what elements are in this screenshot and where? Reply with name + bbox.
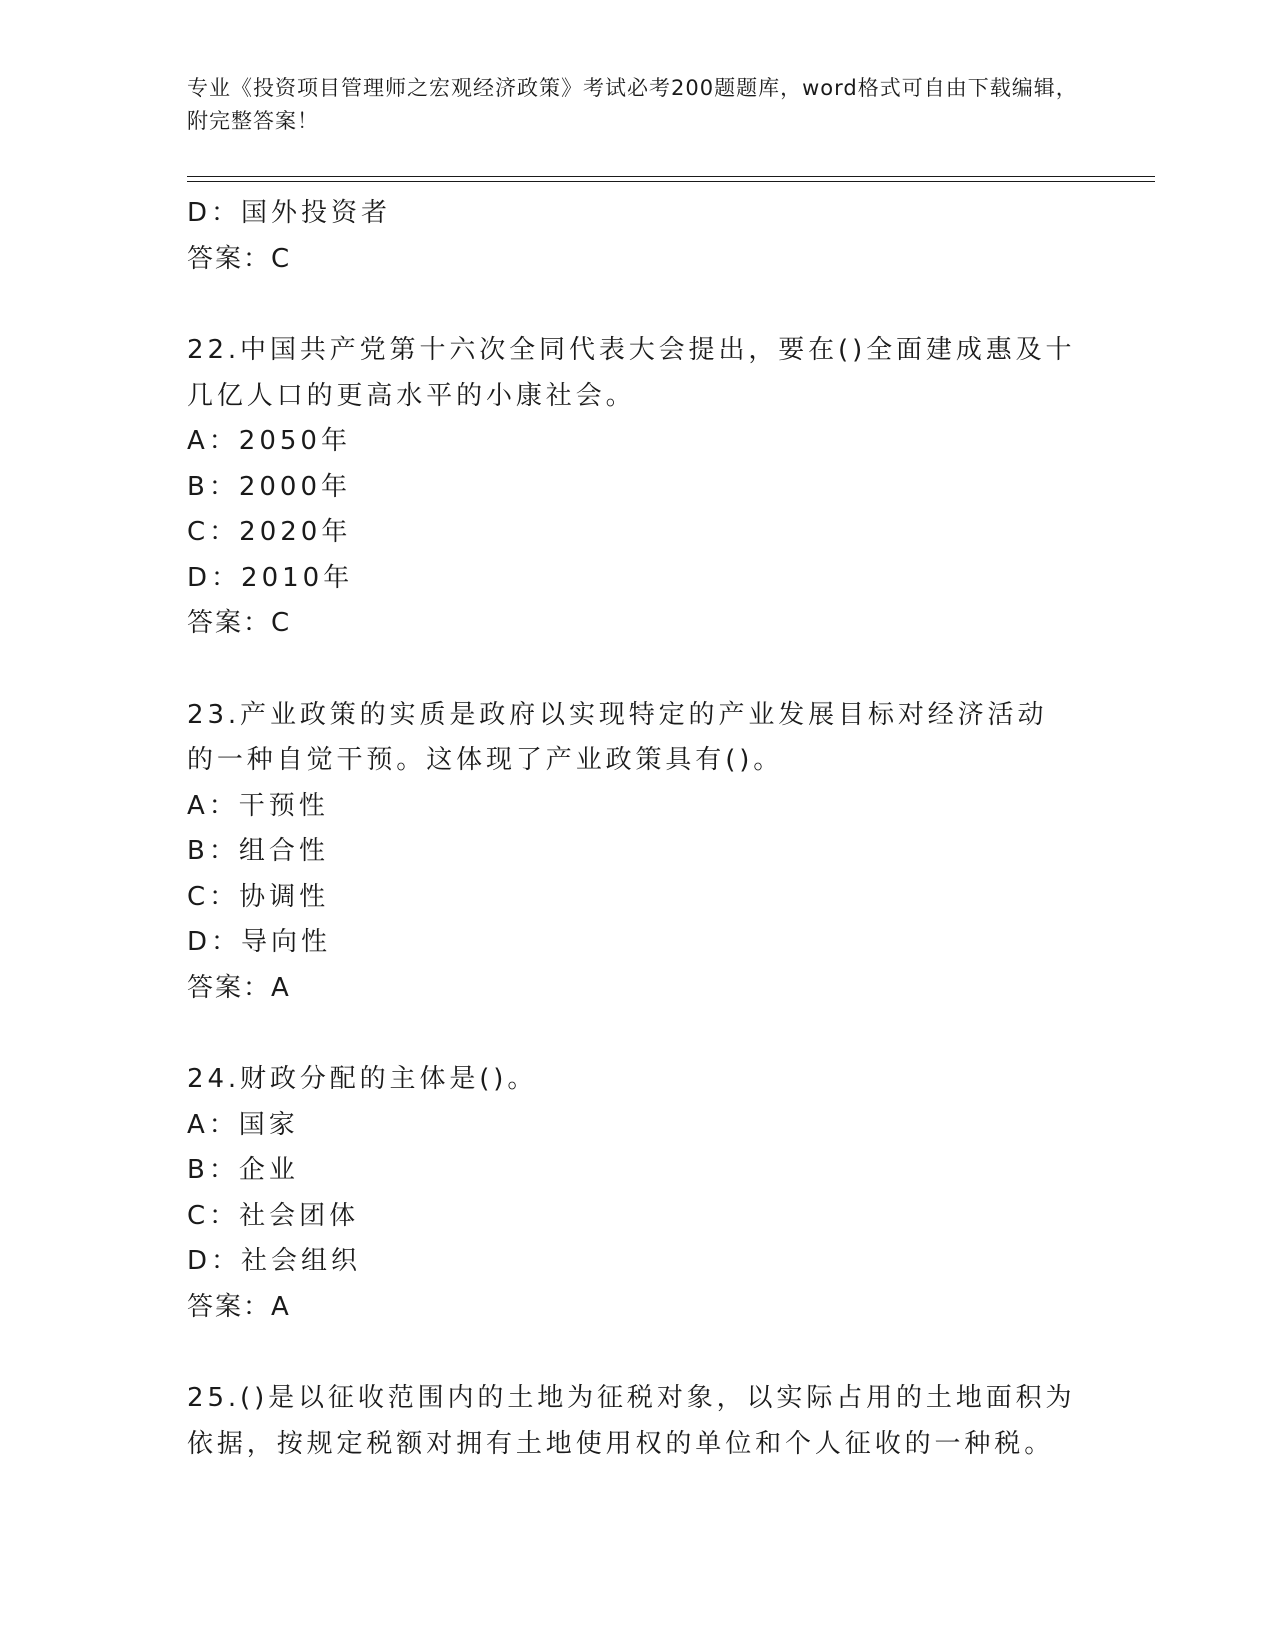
answer: 答案：C [187,243,292,274]
option-d: D：社会组织 [187,1246,362,1276]
option-d: D：2010年 [187,562,354,593]
option-b: B：企业 [187,1155,299,1185]
question-22 [187,328,1087,647]
option-b: B：2000年 [187,471,352,502]
answer: 答案：A [187,1291,291,1322]
question-23 [187,693,1087,1012]
option-a: A：干预性 [187,790,329,821]
option-a: A：2050年 [187,426,351,456]
header-rule-bottom [187,181,1155,182]
option-d: D：导向性 [187,927,332,957]
question-text: 23.产业政策的实质是政府以实现特定的产业发展目标对经济活动的一种自觉干预。这体现了产业政策具有()。 [187,699,1048,775]
option-b: B：组合性 [187,836,329,866]
document-header: 专业《投资项目管理师之宏观经济政策》考试必考200题题库，word格式可自由下载编辑，附完整答案！ [187,76,1078,133]
question-list [187,191,1087,1467]
option-c: C：2020年 [187,517,352,547]
option-a: A：国家 [187,1109,299,1140]
question-25 [187,1376,1087,1467]
answer: 答案：A [187,972,291,1003]
question-text: 24.财政分配的主体是()。 [187,1064,538,1094]
option-d: D：国外投资者 [187,198,392,228]
header-rule-top [187,176,1155,177]
option-c: C：社会团体 [187,1200,360,1231]
question-text: 25.()是以征收范围内的土地为征税对象，以实际占用的土地面积为依据，按规定税额对拥有土地使用权的单位和个人征收的一种税。 [187,1383,1076,1459]
question-text: 22.中国共产党第十六次全同代表大会提出，要在()全面建成惠及十几亿人口的更高水平的小康社会。 [187,335,1076,411]
answer: 答案：C [187,608,292,638]
option-c: C：协调性 [187,881,330,912]
question-24 [187,1057,1087,1330]
